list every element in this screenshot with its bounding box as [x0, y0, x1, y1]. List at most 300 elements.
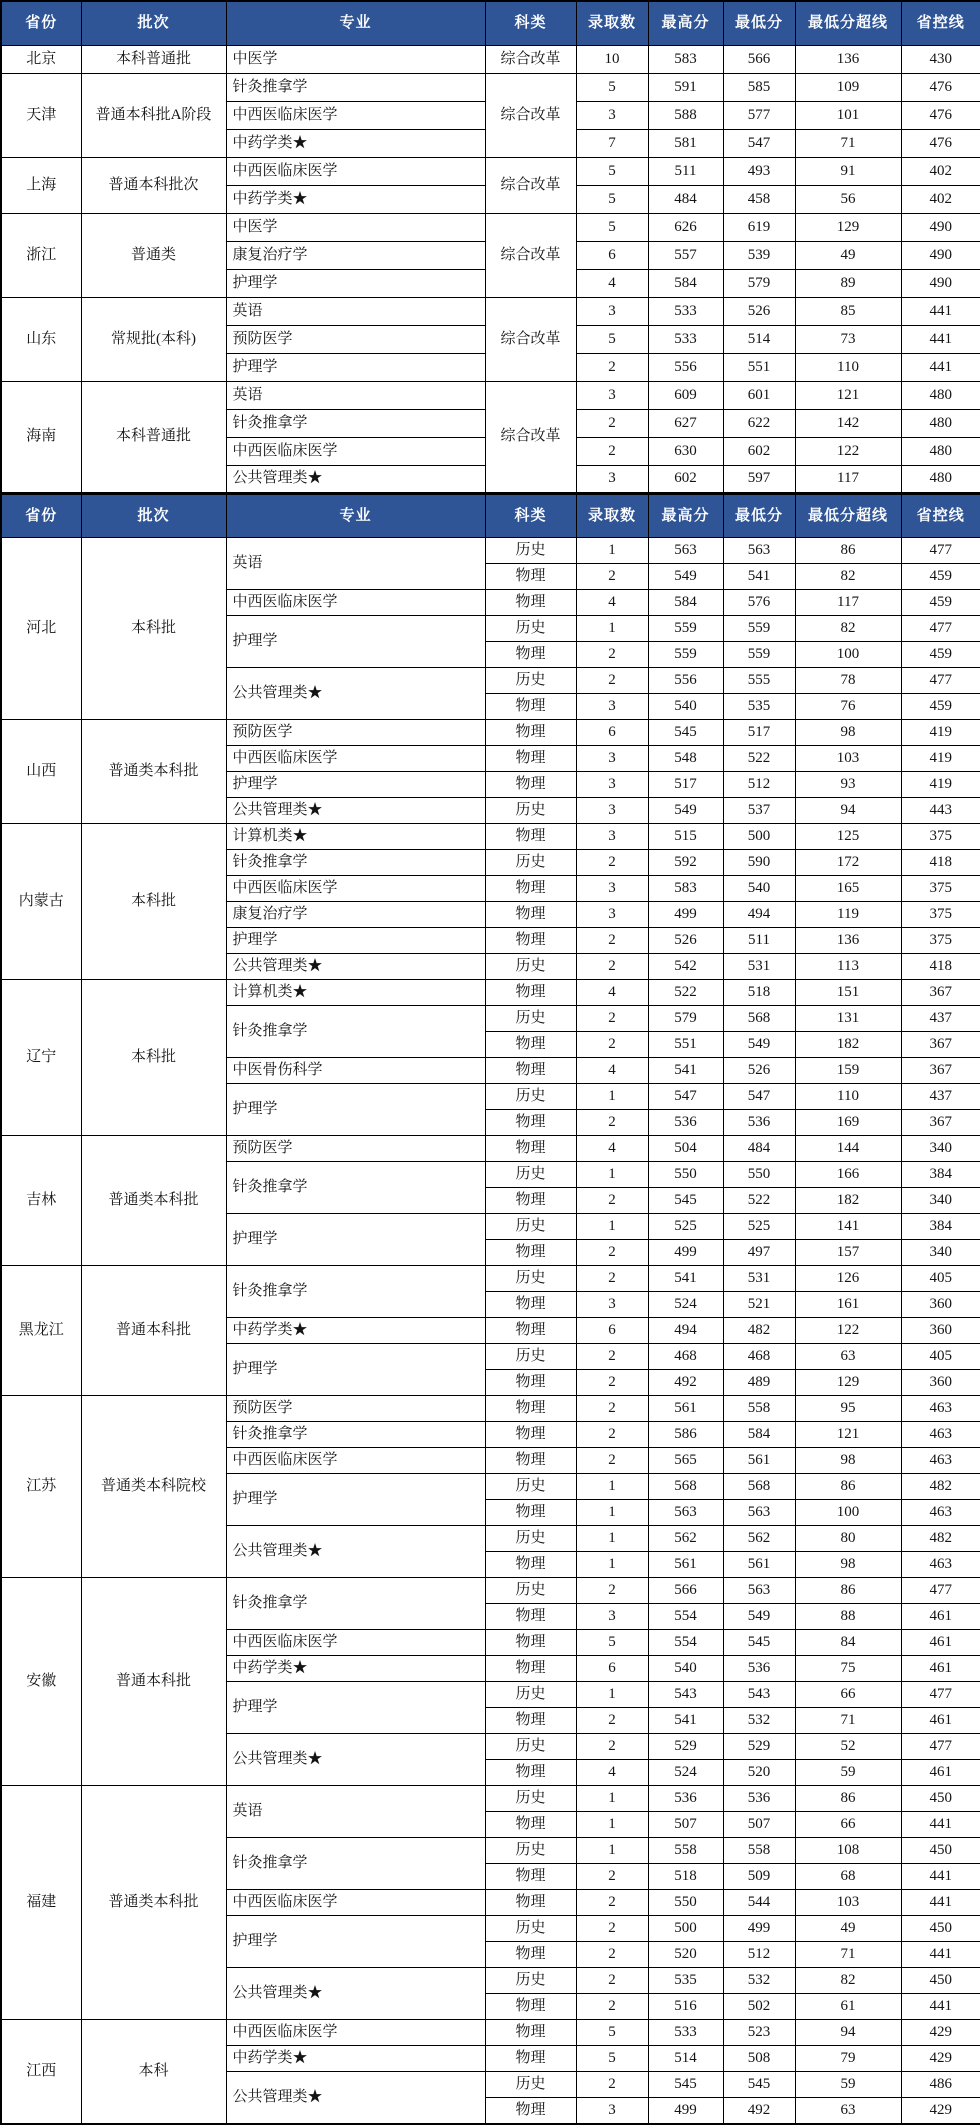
- min-score-cell: 555: [723, 668, 795, 694]
- control-line-cell: 367: [901, 1110, 980, 1136]
- subject-cell: 物理: [485, 1604, 576, 1630]
- subject-cell: 历史: [485, 954, 576, 980]
- max-score-cell: 540: [648, 694, 723, 720]
- min-score-cell: 541: [723, 564, 795, 590]
- table-row: [1, 720, 980, 746]
- province-cell: 河北: [1, 538, 81, 720]
- control-line-cell: 490: [901, 269, 980, 297]
- batch-cell: 普通类本科批: [81, 1136, 226, 1266]
- min-score-cell: 602: [723, 437, 795, 465]
- above-line-cell: 84: [795, 1630, 901, 1656]
- control-line-cell: 450: [901, 1968, 980, 1994]
- subject-cell: 历史: [485, 1344, 576, 1370]
- min-score-cell: 517: [723, 720, 795, 746]
- max-score-cell: 545: [648, 2072, 723, 2098]
- above-line-cell: 75: [795, 1656, 901, 1682]
- province-cell: 江西: [1, 2020, 81, 2124]
- min-score-cell: 520: [723, 1760, 795, 1786]
- admissions-table-comprehensive-reform: [0, 0, 980, 494]
- max-score-cell: 592: [648, 850, 723, 876]
- above-line-cell: 89: [795, 269, 901, 297]
- max-score-cell: 541: [648, 1058, 723, 1084]
- above-line-cell: 169: [795, 1110, 901, 1136]
- province-cell: 黑龙江: [1, 1266, 81, 1396]
- control-line-cell: 482: [901, 1474, 980, 1500]
- above-line-cell: 129: [795, 1370, 901, 1396]
- max-score-cell: 536: [648, 1110, 723, 1136]
- max-score-cell: 554: [648, 1630, 723, 1656]
- above-line-cell: 71: [795, 1942, 901, 1968]
- count-cell: 3: [576, 772, 648, 798]
- subject-cell: 物理: [485, 902, 576, 928]
- control-line-cell: 441: [901, 297, 980, 325]
- min-score-cell: 549: [723, 1032, 795, 1058]
- count-cell: 2: [576, 1266, 648, 1292]
- table-row: [1, 297, 980, 325]
- control-line-cell: 477: [901, 1578, 980, 1604]
- count-cell: 2: [576, 1448, 648, 1474]
- above-line-cell: 119: [795, 902, 901, 928]
- subject-cell: 历史: [485, 616, 576, 642]
- min-score-cell: 561: [723, 1552, 795, 1578]
- above-line-cell: 71: [795, 1708, 901, 1734]
- min-score-cell: 559: [723, 616, 795, 642]
- min-score-cell: 529: [723, 1734, 795, 1760]
- max-score-cell: 584: [648, 590, 723, 616]
- batch-cell: 普通类本科院校: [81, 1396, 226, 1578]
- max-score-cell: 557: [648, 241, 723, 269]
- above-line-cell: 86: [795, 1786, 901, 1812]
- count-cell: 4: [576, 980, 648, 1006]
- table-row: [1, 824, 980, 850]
- control-line-cell: 459: [901, 642, 980, 668]
- major-cell: 公共管理类★: [226, 2072, 485, 2124]
- subject-cell: 历史: [485, 538, 576, 564]
- max-score-cell: 499: [648, 1240, 723, 1266]
- min-score-cell: 484: [723, 1136, 795, 1162]
- above-line-cell: 85: [795, 297, 901, 325]
- above-line-cell: 66: [795, 1682, 901, 1708]
- min-score-cell: 539: [723, 241, 795, 269]
- count-cell: 2: [576, 564, 648, 590]
- above-line-cell: 109: [795, 73, 901, 101]
- subject-cell: 物理: [485, 824, 576, 850]
- control-line-cell: 461: [901, 1760, 980, 1786]
- major-cell: 中药学类★: [226, 2046, 485, 2072]
- min-score-cell: 558: [723, 1838, 795, 1864]
- subject-cell: 历史: [485, 1786, 576, 1812]
- min-score-cell: 521: [723, 1292, 795, 1318]
- major-cell: 预防医学: [226, 1136, 485, 1162]
- min-score-cell: 585: [723, 73, 795, 101]
- count-cell: 1: [576, 1162, 648, 1188]
- max-score-cell: 556: [648, 668, 723, 694]
- min-score-cell: 545: [723, 2072, 795, 2098]
- min-score-cell: 514: [723, 325, 795, 353]
- min-score-cell: 568: [723, 1474, 795, 1500]
- max-score-cell: 586: [648, 1422, 723, 1448]
- column-header: 最高分: [648, 1, 723, 45]
- control-line-cell: 402: [901, 157, 980, 185]
- max-score-cell: 602: [648, 465, 723, 493]
- table-row: [1, 73, 980, 101]
- max-score-cell: 499: [648, 2098, 723, 2124]
- count-cell: 5: [576, 213, 648, 241]
- min-score-cell: 482: [723, 1318, 795, 1344]
- subject-cell: 历史: [485, 2072, 576, 2098]
- max-score-cell: 556: [648, 353, 723, 381]
- control-line-cell: 360: [901, 1370, 980, 1396]
- control-line-cell: 450: [901, 1916, 980, 1942]
- major-cell: 预防医学: [226, 325, 485, 353]
- subject-cell: 历史: [485, 668, 576, 694]
- max-score-cell: 500: [648, 1916, 723, 1942]
- major-cell: 护理学: [226, 772, 485, 798]
- subject-cell: 物理: [485, 980, 576, 1006]
- above-line-cell: 125: [795, 824, 901, 850]
- above-line-cell: 122: [795, 437, 901, 465]
- subject-cell: 历史: [485, 1162, 576, 1188]
- control-line-cell: 360: [901, 1318, 980, 1344]
- control-line-cell: 340: [901, 1188, 980, 1214]
- major-cell: 针灸推拿学: [226, 1266, 485, 1318]
- count-cell: 1: [576, 1786, 648, 1812]
- count-cell: 2: [576, 1240, 648, 1266]
- control-line-cell: 443: [901, 798, 980, 824]
- column-header: 录取数: [576, 1, 648, 45]
- count-cell: 5: [576, 157, 648, 185]
- min-score-cell: 526: [723, 297, 795, 325]
- count-cell: 2: [576, 1708, 648, 1734]
- above-line-cell: 98: [795, 1448, 901, 1474]
- province-cell: 吉林: [1, 1136, 81, 1266]
- min-score-cell: 532: [723, 1968, 795, 1994]
- above-line-cell: 165: [795, 876, 901, 902]
- subject-cell: 物理: [485, 1188, 576, 1214]
- control-line-cell: 490: [901, 241, 980, 269]
- count-cell: 2: [576, 928, 648, 954]
- control-line-cell: 429: [901, 2098, 980, 2124]
- count-cell: 4: [576, 1136, 648, 1162]
- count-cell: 2: [576, 1994, 648, 2020]
- major-cell: 中西医临床医学: [226, 746, 485, 772]
- control-line-cell: 375: [901, 876, 980, 902]
- major-cell: 针灸推拿学: [226, 850, 485, 876]
- above-line-cell: 117: [795, 590, 901, 616]
- above-line-cell: 91: [795, 157, 901, 185]
- control-line-cell: 441: [901, 1942, 980, 1968]
- column-header: 批次: [81, 1, 226, 45]
- above-line-cell: 82: [795, 564, 901, 590]
- count-cell: 5: [576, 185, 648, 213]
- major-cell: 针灸推拿学: [226, 73, 485, 101]
- column-header: 最低分: [723, 495, 795, 538]
- batch-cell: 普通类本科批: [81, 1786, 226, 2020]
- max-score-cell: 526: [648, 928, 723, 954]
- subject-cell: 物理: [485, 1760, 576, 1786]
- count-cell: 2: [576, 1344, 648, 1370]
- max-score-cell: 515: [648, 824, 723, 850]
- above-line-cell: 110: [795, 353, 901, 381]
- control-line-cell: 418: [901, 850, 980, 876]
- subject-cell: 物理: [485, 928, 576, 954]
- max-score-cell: 559: [648, 642, 723, 668]
- province-cell: 福建: [1, 1786, 81, 2020]
- major-cell: 针灸推拿学: [226, 1578, 485, 1630]
- min-score-cell: 559: [723, 642, 795, 668]
- min-score-cell: 579: [723, 269, 795, 297]
- control-line-cell: 490: [901, 213, 980, 241]
- column-header: 科类: [485, 495, 576, 538]
- count-cell: 2: [576, 2072, 648, 2098]
- min-score-cell: 458: [723, 185, 795, 213]
- max-score-cell: 563: [648, 538, 723, 564]
- max-score-cell: 588: [648, 101, 723, 129]
- min-score-cell: 494: [723, 902, 795, 928]
- above-line-cell: 108: [795, 1838, 901, 1864]
- min-score-cell: 489: [723, 1370, 795, 1396]
- table-header-row: [1, 1, 980, 45]
- min-score-cell: 500: [723, 824, 795, 850]
- count-cell: 3: [576, 101, 648, 129]
- subject-cell: 物理: [485, 772, 576, 798]
- max-score-cell: 545: [648, 720, 723, 746]
- count-cell: 3: [576, 798, 648, 824]
- subject-cell: 物理: [485, 590, 576, 616]
- control-line-cell: 441: [901, 1812, 980, 1838]
- count-cell: 4: [576, 269, 648, 297]
- province-cell: 内蒙古: [1, 824, 81, 980]
- subject-cell: 历史: [485, 1734, 576, 1760]
- control-line-cell: 477: [901, 668, 980, 694]
- above-line-cell: 121: [795, 1422, 901, 1448]
- max-score-cell: 561: [648, 1396, 723, 1422]
- column-header: 省控线: [901, 1, 980, 45]
- min-score-cell: 551: [723, 353, 795, 381]
- max-score-cell: 584: [648, 269, 723, 297]
- above-line-cell: 68: [795, 1864, 901, 1890]
- major-cell: 康复治疗学: [226, 902, 485, 928]
- major-cell: 中药学类★: [226, 185, 485, 213]
- subject-cell: 综合改革: [485, 297, 576, 381]
- major-cell: 中西医临床医学: [226, 876, 485, 902]
- above-line-cell: 101: [795, 101, 901, 129]
- max-score-cell: 566: [648, 1578, 723, 1604]
- max-score-cell: 550: [648, 1890, 723, 1916]
- min-score-cell: 562: [723, 1526, 795, 1552]
- subject-cell: 历史: [485, 798, 576, 824]
- control-line-cell: 463: [901, 1500, 980, 1526]
- batch-cell: 普通类本科批: [81, 720, 226, 824]
- max-score-cell: 548: [648, 746, 723, 772]
- control-line-cell: 461: [901, 1630, 980, 1656]
- major-cell: 护理学: [226, 1474, 485, 1526]
- control-line-cell: 441: [901, 1864, 980, 1890]
- subject-cell: 综合改革: [485, 213, 576, 297]
- count-cell: 1: [576, 1084, 648, 1110]
- above-line-cell: 94: [795, 2020, 901, 2046]
- count-cell: 2: [576, 1734, 648, 1760]
- batch-cell: 本科批: [81, 980, 226, 1136]
- subject-cell: 历史: [485, 1578, 576, 1604]
- above-line-cell: 82: [795, 616, 901, 642]
- column-header: 批次: [81, 495, 226, 538]
- subject-cell: 物理: [485, 2098, 576, 2124]
- batch-cell: 本科批: [81, 824, 226, 980]
- count-cell: 3: [576, 1604, 648, 1630]
- major-cell: 针灸推拿学: [226, 409, 485, 437]
- above-line-cell: 161: [795, 1292, 901, 1318]
- batch-cell: 普通本科批: [81, 1266, 226, 1396]
- count-cell: 10: [576, 45, 648, 73]
- min-score-cell: 584: [723, 1422, 795, 1448]
- above-line-cell: 86: [795, 1474, 901, 1500]
- above-line-cell: 182: [795, 1188, 901, 1214]
- subject-cell: 物理: [485, 720, 576, 746]
- count-cell: 2: [576, 1942, 648, 1968]
- subject-cell: 物理: [485, 1448, 576, 1474]
- subject-cell: 物理: [485, 2046, 576, 2072]
- major-cell: 护理学: [226, 353, 485, 381]
- subject-cell: 历史: [485, 1006, 576, 1032]
- control-line-cell: 375: [901, 902, 980, 928]
- major-cell: 中西医临床医学: [226, 437, 485, 465]
- above-line-cell: 98: [795, 720, 901, 746]
- count-cell: 3: [576, 297, 648, 325]
- above-line-cell: 172: [795, 850, 901, 876]
- max-score-cell: 507: [648, 1812, 723, 1838]
- subject-cell: 物理: [485, 746, 576, 772]
- major-cell: 针灸推拿学: [226, 1422, 485, 1448]
- control-line-cell: 437: [901, 1006, 980, 1032]
- above-line-cell: 182: [795, 1032, 901, 1058]
- subject-cell: 物理: [485, 1552, 576, 1578]
- major-cell: 预防医学: [226, 1396, 485, 1422]
- min-score-cell: 511: [723, 928, 795, 954]
- column-header: 专业: [226, 1, 485, 45]
- max-score-cell: 536: [648, 1786, 723, 1812]
- count-cell: 3: [576, 694, 648, 720]
- above-line-cell: 56: [795, 185, 901, 213]
- count-cell: 5: [576, 2046, 648, 2072]
- control-line-cell: 418: [901, 954, 980, 980]
- above-line-cell: 121: [795, 381, 901, 409]
- subject-cell: 物理: [485, 1630, 576, 1656]
- min-score-cell: 526: [723, 1058, 795, 1084]
- min-score-cell: 499: [723, 1916, 795, 1942]
- above-line-cell: 82: [795, 1968, 901, 1994]
- control-line-cell: 450: [901, 1786, 980, 1812]
- control-line-cell: 480: [901, 409, 980, 437]
- table-row: [1, 1266, 980, 1292]
- count-cell: 2: [576, 1968, 648, 1994]
- major-cell: 中药学类★: [226, 129, 485, 157]
- count-cell: 6: [576, 1656, 648, 1682]
- major-cell: 英语: [226, 538, 485, 590]
- above-line-cell: 103: [795, 1890, 901, 1916]
- table-row: [1, 1578, 980, 1604]
- count-cell: 1: [576, 1526, 648, 1552]
- max-score-cell: 562: [648, 1526, 723, 1552]
- control-line-cell: 480: [901, 465, 980, 493]
- control-line-cell: 450: [901, 1838, 980, 1864]
- column-header: 最高分: [648, 495, 723, 538]
- count-cell: 6: [576, 720, 648, 746]
- major-cell: 中药学类★: [226, 1318, 485, 1344]
- above-line-cell: 144: [795, 1136, 901, 1162]
- max-score-cell: 563: [648, 1500, 723, 1526]
- table-row: [1, 1136, 980, 1162]
- min-score-cell: 518: [723, 980, 795, 1006]
- max-score-cell: 533: [648, 297, 723, 325]
- min-score-cell: 512: [723, 1942, 795, 1968]
- table-row: [1, 2020, 980, 2046]
- count-cell: 2: [576, 1422, 648, 1448]
- subject-cell: 物理: [485, 1500, 576, 1526]
- max-score-cell: 517: [648, 772, 723, 798]
- column-header: 最低分: [723, 1, 795, 45]
- min-score-cell: 550: [723, 1162, 795, 1188]
- subject-cell: 综合改革: [485, 381, 576, 493]
- max-score-cell: 551: [648, 1032, 723, 1058]
- max-score-cell: 626: [648, 213, 723, 241]
- max-score-cell: 524: [648, 1292, 723, 1318]
- min-score-cell: 535: [723, 694, 795, 720]
- control-line-cell: 340: [901, 1240, 980, 1266]
- control-line-cell: 461: [901, 1604, 980, 1630]
- count-cell: 1: [576, 538, 648, 564]
- max-score-cell: 550: [648, 1162, 723, 1188]
- subject-cell: 物理: [485, 694, 576, 720]
- max-score-cell: 533: [648, 325, 723, 353]
- min-score-cell: 536: [723, 1786, 795, 1812]
- min-score-cell: 497: [723, 1240, 795, 1266]
- major-cell: 中西医临床医学: [226, 1630, 485, 1656]
- subject-cell: 物理: [485, 1864, 576, 1890]
- column-header: 省控线: [901, 495, 980, 538]
- subject-cell: 综合改革: [485, 45, 576, 73]
- batch-cell: 本科普通批: [81, 45, 226, 73]
- control-line-cell: 480: [901, 437, 980, 465]
- min-score-cell: 543: [723, 1682, 795, 1708]
- batch-cell: 本科普通批: [81, 381, 226, 493]
- count-cell: 4: [576, 590, 648, 616]
- min-score-cell: 522: [723, 746, 795, 772]
- min-score-cell: 563: [723, 1578, 795, 1604]
- count-cell: 3: [576, 381, 648, 409]
- control-line-cell: 367: [901, 1032, 980, 1058]
- subject-cell: 历史: [485, 1266, 576, 1292]
- max-score-cell: 581: [648, 129, 723, 157]
- count-cell: 2: [576, 642, 648, 668]
- province-cell: 江苏: [1, 1396, 81, 1578]
- min-score-cell: 576: [723, 590, 795, 616]
- major-cell: 护理学: [226, 616, 485, 668]
- control-line-cell: 375: [901, 824, 980, 850]
- subject-cell: 物理: [485, 1396, 576, 1422]
- above-line-cell: 142: [795, 409, 901, 437]
- above-line-cell: 88: [795, 1604, 901, 1630]
- major-cell: 中医骨伤科学: [226, 1058, 485, 1084]
- above-line-cell: 78: [795, 668, 901, 694]
- major-cell: 公共管理类★: [226, 798, 485, 824]
- above-line-cell: 136: [795, 928, 901, 954]
- province-cell: 山西: [1, 720, 81, 824]
- max-score-cell: 499: [648, 902, 723, 928]
- province-cell: 上海: [1, 157, 81, 213]
- max-score-cell: 520: [648, 1942, 723, 1968]
- min-score-cell: 532: [723, 1708, 795, 1734]
